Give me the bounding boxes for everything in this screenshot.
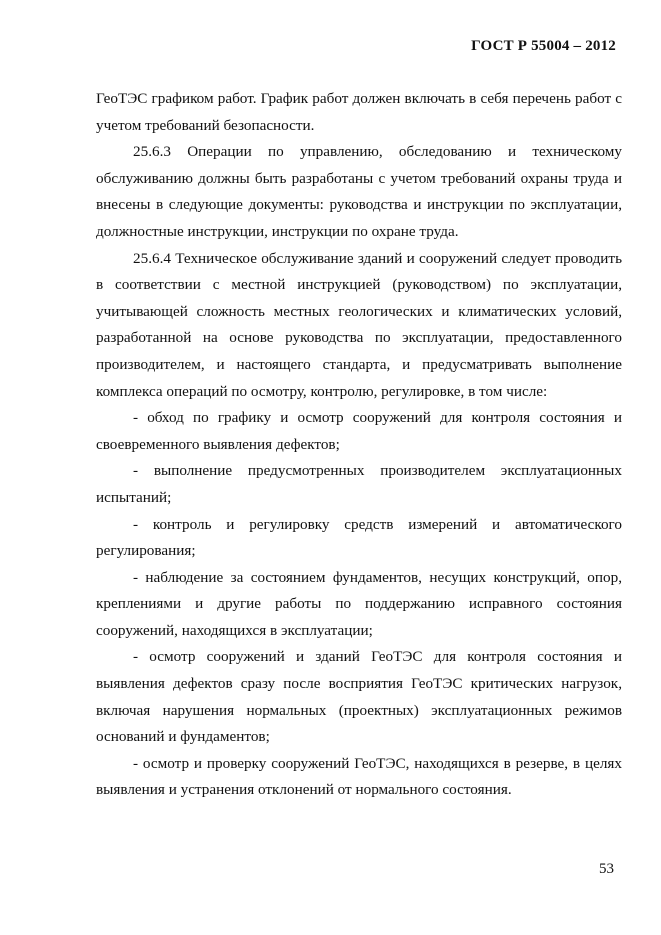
list-item: - осмотр сооружений и зданий ГеоТЭС для контроля состояния и выявления дефектов сразу после восприятия ГеоТЭС критических нагрузок, включая нарушения нормальных (проектных) эксплуатационных режимов оснований и фундаментов; (96, 648, 622, 746)
paragraph-continuation: ГеоТЭС графиком работ. График работ должен включать в себя перечень работ с учетом требований безопасности. (96, 90, 622, 134)
document-body (96, 86, 622, 804)
document-header: ГОСТ Р 55004 – 2012 (471, 38, 616, 54)
list-item: - выполнение предусмотренных производителем эксплуатационных испытаний; (96, 462, 622, 506)
list-item: - контроль и регулировку средств измерений и автоматического регулирования; (96, 515, 622, 560)
list-item: - осмотр и проверку сооружений ГеоТЭС, находящихся в резерве, в целях выявления и устранения отклонений от нормального состояния. (96, 754, 622, 799)
paragraph-25-6-4: 25.6.4 Техническое обслуживание зданий и сооружений следует проводить в соответствии с местной инструкцией (руководством) по эксплуатации, учитывающей сложность местных геологических и климатических условий, разработанной на основе руководства по эксплуатации, предоставленного производителем, и настоящего стандарта, и предусматривать выполнение комплекса операций по осмотру, контролю, регулировке, в том числе: (96, 249, 622, 400)
list-item: - наблюдение за состоянием фундаментов, несущих конструкций, опор, креплениями и другие работы по поддержанию исправного состояния сооружений, находящихся в эксплуатации; (96, 568, 622, 639)
list-item: - обход по графику и осмотр сооружений для контроля состояния и своевременного выявления дефектов; (96, 409, 622, 453)
paragraph-25-6-3: 25.6.3 Операции по управлению, обследованию и техническому обслуживанию должны быть разработаны с учетом требований охраны труда и внесены в следующие документы: руководства и инструкции по эксплуатации, должностные инструкции, инструкции по охране труда. (96, 143, 622, 240)
page-number: 53 (599, 861, 614, 877)
